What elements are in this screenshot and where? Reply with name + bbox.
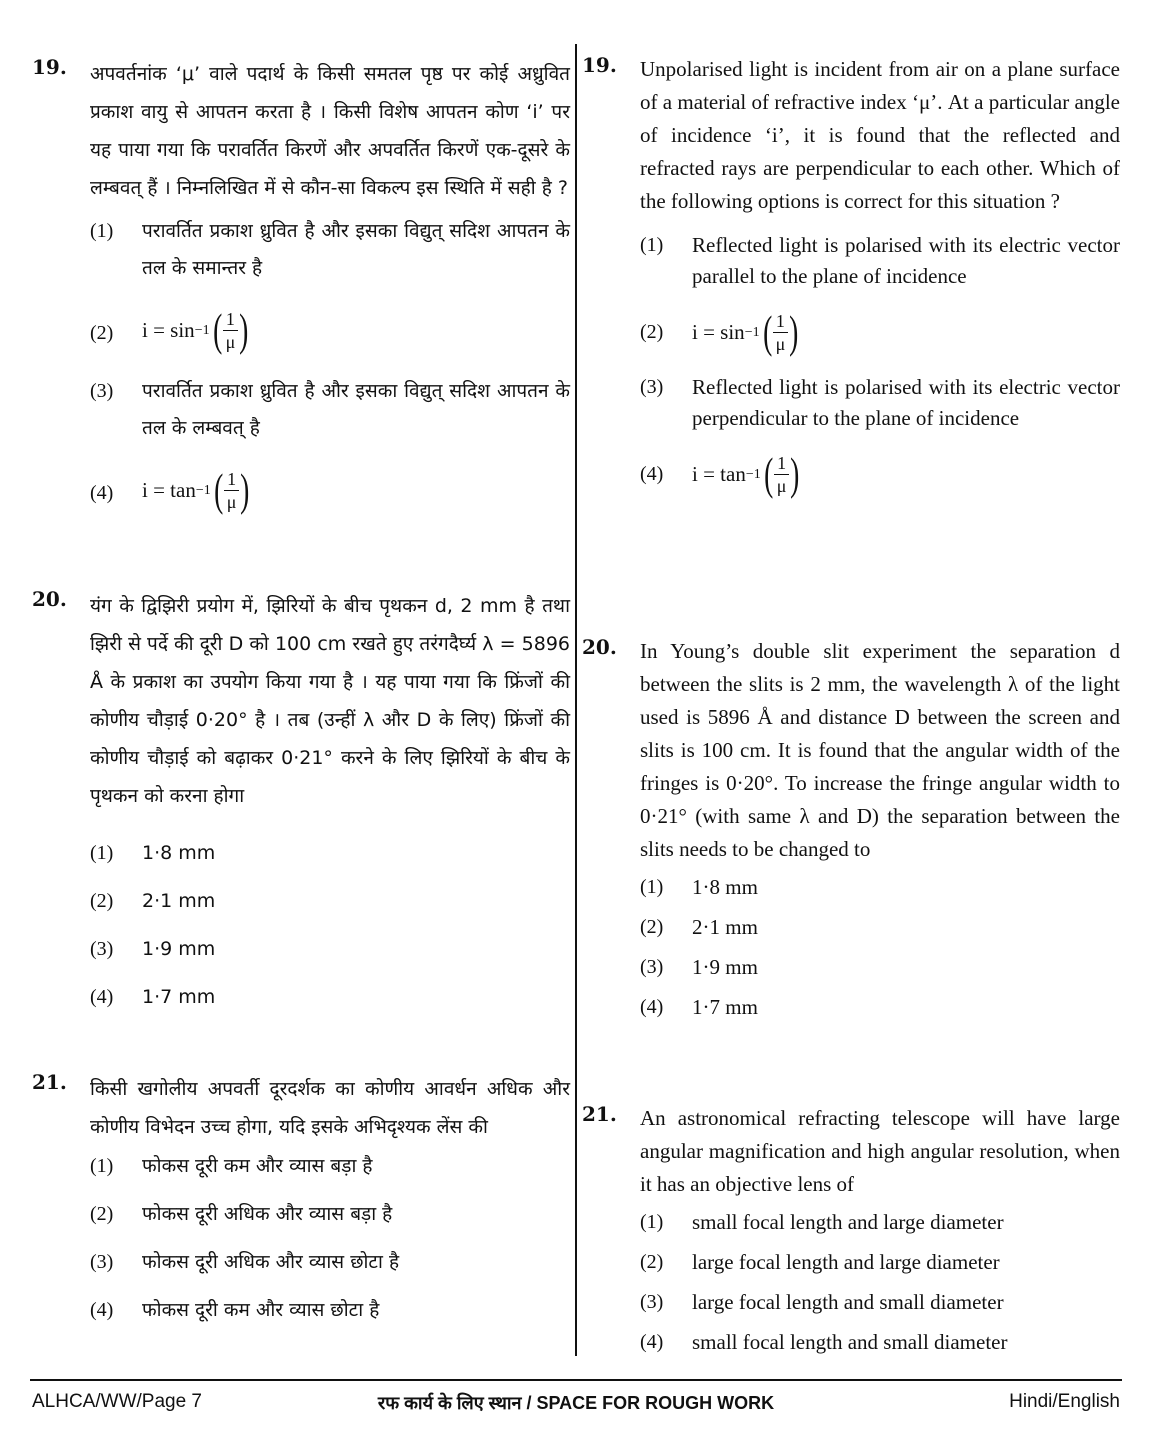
option-text: फोकस दूरी कम और व्यास छोटा है [142,1299,380,1321]
question-20-hindi [32,587,570,1027]
option-3: (3) 1·9 mm [90,938,216,960]
option-1: (1) 1·8 mm [640,875,758,899]
question-text: An astronomical refracting telescope will have large angular magnification and high angular resolution, when it has an objective lens of [640,1106,1120,1196]
option-1 [90,213,570,287]
formula: i = tan −1 ( $\frac{1}{\mu}$ ) [142,464,250,515]
option-text: फोकस दूरी अधिक और व्यास बड़ा है [142,1203,393,1225]
option-2: (2) i = sin −1 ( $\frac{1}{\mu}$ ) [640,301,1120,363]
option-number: (3) [90,380,114,402]
option-text: 1·8 mm [142,842,216,864]
option-4 [90,459,570,521]
option-text: small focal length and small diameter [692,1330,1008,1354]
option-2: (2) 2·1 mm [90,890,216,912]
formula: i = sin −1 ( $\frac{1}{\mu}$ ) [142,304,249,355]
option-4: (4) फोकस दूरी कम और व्यास छोटा है [90,1299,380,1321]
column-divider [575,44,577,1356]
option-1: (1) 1·8 mm [90,842,216,864]
question-text: किसी खगोलीय अपवर्ती दूरदर्शक का कोणीय आवर्धन अधिक और कोणीय विभेदन उच्च होगा, यदि इसके अभिदृश्यक लेंस की [90,1078,570,1138]
question-text: Unpolarised light is incident from air on a plane surface of a material of refractive index ‘μ’. At a particular angle of incidence ‘i’, it is found that the reflected and refracted rays are perpendicular to each other. Which of the following options is correct for this situation ? [640,57,1120,213]
question-text: In Young’s double slit experiment the separation d between the slits is 2 mm, the wavelength λ of the light used is 5896 Å and distance D between the screen and slits is 100 cm. It is found that the angular width of the fringes is 0·20°. To increase the fringe angular width to 0·21° (with same λ and D) the separation between the slits needs to be changed to [640,639,1120,861]
option-2 [90,299,570,361]
option-text: 2·1 mm [692,915,758,939]
option-4: (4) 1·7 mm [640,995,758,1019]
page-code: ALHCA/WW/Page 7 [32,1391,202,1412]
language-label: Hindi/English [1009,1391,1120,1412]
rough-work-label: रफ कार्य के लिए स्थान / SPACE FOR ROUGH WORK [377,1393,775,1413]
option-text: 1·8 mm [692,875,758,899]
option-3: (3) 1·9 mm [640,955,758,979]
question-number: 19. [32,55,67,79]
option-text: 1·9 mm [692,955,758,979]
question-19-english [582,53,1120,514]
option-text: परावर्तित प्रकाश ध्रुवित है और इसका विद्युत् सदिश आपतन के तल के समान्तर है [142,220,570,279]
option-text: Reflected light is polarised with its electric vector parallel to the plane of incidence [692,233,1120,288]
option-text: Reflected light is polarised with its electric vector perpendicular to the plane of incidence [692,375,1120,430]
question-number: 19. [582,53,617,77]
option-1: (1) Reflected light is polarised with its electric vector parallel to the plane of incidence [640,233,1120,288]
option-2: (2) फोकस दूरी अधिक और व्यास बड़ा है [90,1203,393,1225]
option-1: (1) फोकस दूरी कम और व्यास बड़ा है [90,1155,373,1177]
option-text: 1·9 mm [142,938,216,960]
option-4: (4) 1·7 mm [90,986,216,1008]
option-2: (2) 2·1 mm [640,915,758,939]
option-2: (2) large focal length and large diameter [640,1250,1000,1274]
option-4: (4) small focal length and small diameter [640,1330,1008,1354]
option-text: फोकस दूरी कम और व्यास बड़ा है [142,1155,373,1177]
option-text: 1·7 mm [142,986,216,1008]
question-number: 21. [32,1070,67,1094]
question-21-hindi [32,1070,570,1340]
question-19-hindi [32,55,570,533]
question-21-english [582,1102,1120,1367]
option-3: (3) फोकस दूरी अधिक और व्यास छोटा है [90,1251,400,1273]
option-text: large focal length and small diameter [692,1290,1004,1314]
question-number: 21. [582,1102,617,1126]
option-text: large focal length and large diameter [692,1250,1000,1274]
option-text: परावर्तित प्रकाश ध्रुवित है और इसका विद्युत् सदिश आपतन के तल के लम्बवत् है [142,380,570,439]
option-number: (2) [90,322,114,344]
question-number: 20. [32,587,67,611]
formula: i = tan −1 ( $\frac{1}{\mu}$ ) [692,448,800,499]
question-20-english [582,635,1120,1032]
option-text: small focal length and large diameter [692,1210,1004,1234]
question-text: अपवर्तनांक ‘μ’ वाले पदार्थ के किसी समतल पृष्ठ पर कोई अध्रुवित प्रकाश वायु से आपतन करता है । किसी विशेष आपतन कोण ‘i’ पर यह पाया गया कि परावर्तित किरणें और अपवर्तित किरणें एक-दूसरे के लम्बवत् हैं । निम्नलिखित में से कौन-सा विकल्प इस स्थिति में सही है ? [90,63,570,199]
option-3: (3) Reflected light is polarised with its electric vector perpendicular to the plane of incidence [640,375,1120,430]
option-number: (1) [90,220,114,242]
option-text: 2·1 mm [142,890,216,912]
option-1: (1) small focal length and large diameter [640,1210,1004,1234]
question-text: यंग के द्विझिरी प्रयोग में, झिरियों के बीच पृथकन d, 2 mm है तथा झिरी से पर्दे की दूरी D को 100 cm रखते हुए तरंगदैर्घ्य λ = 5896 Å के प्रकाश का उपयोग किया गया है । यह पाया गया कि फ्रिंजों की कोणीय चौड़ाई 0·20° है । तब (उन्हीं λ और D के लिए) फ्रिंजों की कोणीय चौड़ाई को बढ़ाकर 0·21° करने के लिए झिरियों के बीच के पृथकन को करना होगा [90,595,570,807]
option-3 [90,373,570,447]
option-3: (3) large focal length and small diameter [640,1290,1004,1314]
footer-rule [30,1379,1122,1381]
option-4: (4) i = tan −1 ( $\frac{1}{\mu}$ ) [640,443,1120,505]
option-text: फोकस दूरी अधिक और व्यास छोटा है [142,1251,400,1273]
option-text: 1·7 mm [692,995,758,1019]
formula: i = sin −1 ( $\frac{1}{\mu}$ ) [692,306,799,357]
option-number: (4) [90,482,114,504]
question-number: 20. [582,635,617,659]
